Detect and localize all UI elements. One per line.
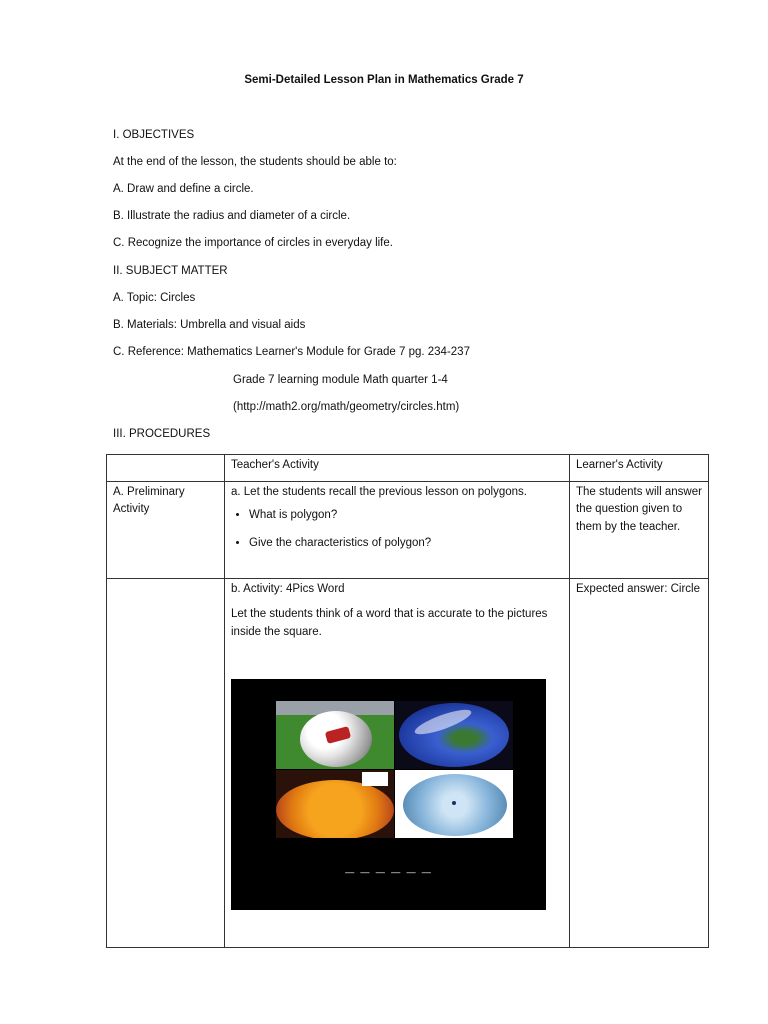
list-item: • What is polygon? bbox=[249, 507, 563, 524]
list-item: • Give the characteristics of polygon? bbox=[249, 535, 563, 552]
table-row bbox=[107, 579, 709, 948]
objectives-intro: At the end of the lesson, the students should be able to: bbox=[113, 156, 397, 168]
subject-topic: A. Topic: Circles bbox=[113, 292, 196, 304]
subject-reference-url: (http://math2.org/math/geometry/circles.htm) bbox=[233, 401, 460, 413]
activity-title: b. Activity: 4Pics Word bbox=[231, 583, 345, 595]
document-title: Semi-Detailed Lesson Plan in Mathematics Grade 7 bbox=[244, 74, 524, 86]
procedures-heading: III. PROCEDURES bbox=[113, 428, 211, 440]
objective-item-a: A. Draw and define a circle. bbox=[113, 183, 254, 195]
header-learner-activity: Learner's Activity bbox=[570, 455, 709, 482]
subject-materials: B. Materials: Umbrella and visual aids bbox=[113, 319, 306, 331]
subject-reference-module: Grade 7 learning module Math quarter 1-4 bbox=[233, 374, 448, 386]
header-cell-empty bbox=[107, 455, 225, 482]
table-header-row bbox=[107, 455, 709, 482]
teacher-activity-cell bbox=[225, 482, 570, 579]
subject-reference: C. Reference: Mathematics Learner's Module for Grade 7 pg. 234-237 bbox=[113, 346, 470, 358]
objectives-heading: I. OBJECTIVES bbox=[113, 129, 195, 141]
pizza-icon bbox=[276, 780, 394, 838]
umbrella-center-icon bbox=[452, 801, 456, 805]
umbrella-picture bbox=[395, 770, 513, 838]
answer-blanks: _ _ _ _ _ _ bbox=[345, 857, 432, 875]
soccer-ball-picture bbox=[276, 701, 394, 769]
header-teacher-activity: Teacher's Activity bbox=[225, 455, 570, 482]
table-row bbox=[107, 482, 709, 579]
empty-section-cell bbox=[107, 579, 225, 948]
teacher-recall-text: a. Let the students recall the previous lesson on polygons. bbox=[231, 486, 527, 498]
activity-instructions: Let the students think of a word that is accurate to the pictures inside the square. bbox=[231, 608, 548, 638]
objective-item-c: C. Recognize the importance of circles in everyday life. bbox=[113, 237, 393, 249]
teacher-activity-cell bbox=[225, 579, 570, 948]
learner-activity-cell: The students will answer the question given to them by the teacher. bbox=[570, 482, 709, 579]
objective-item-b: B. Illustrate the radius and diameter of a circle. bbox=[113, 210, 351, 222]
umbrella-icon bbox=[403, 774, 507, 836]
recall-question-list bbox=[231, 507, 563, 552]
pizza-box-logo-icon bbox=[362, 772, 388, 786]
four-pics-puzzle-image bbox=[231, 679, 546, 910]
earth-globe-picture bbox=[395, 701, 513, 769]
pizza-picture bbox=[276, 770, 394, 838]
learner-activity-cell: Expected answer: Circle bbox=[570, 579, 709, 948]
section-preliminary-activity: A. Preliminary Activity bbox=[107, 482, 225, 579]
subject-matter-heading: II. SUBJECT MATTER bbox=[113, 265, 228, 277]
procedures-table bbox=[106, 454, 709, 948]
